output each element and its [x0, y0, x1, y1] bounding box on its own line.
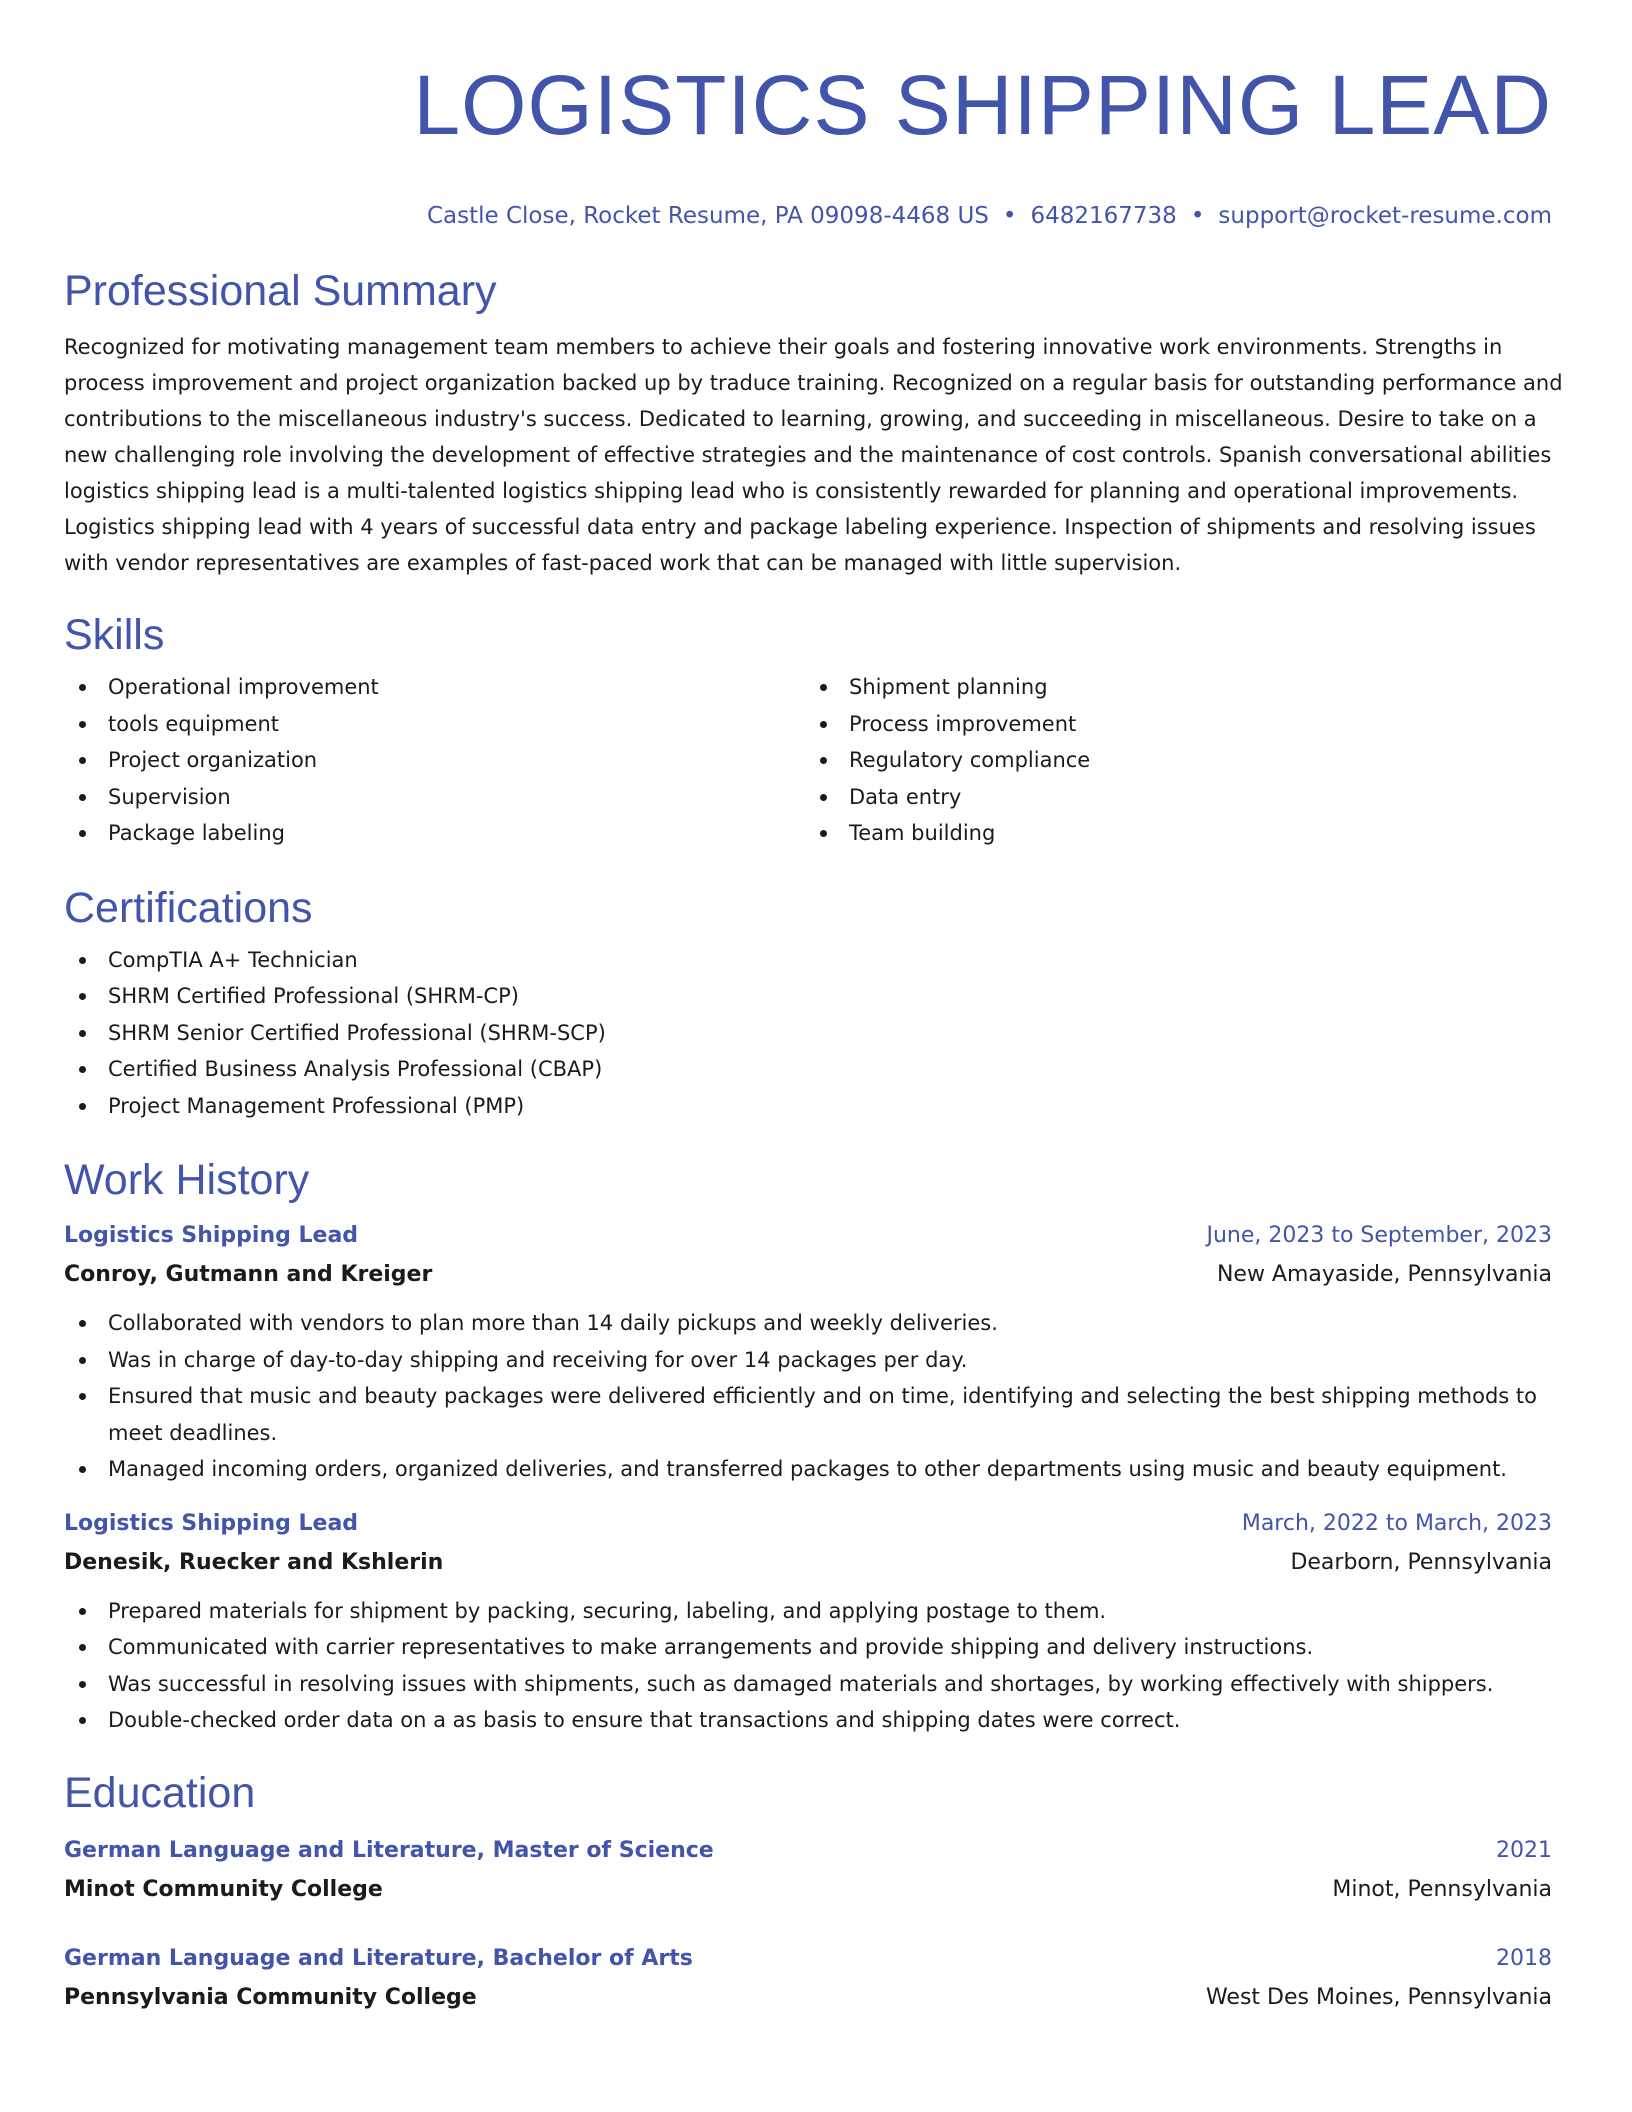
- skill-item: Data entry: [805, 779, 1546, 816]
- job-entry: [64, 1216, 1552, 1488]
- education-header-row: [64, 1939, 1552, 1978]
- job-bullets: [64, 1593, 1552, 1739]
- certification-item: SHRM Senior Certified Professional (SHRM-SCP): [64, 1015, 1552, 1052]
- job-title: Logistics Shipping Lead: [64, 1510, 359, 1536]
- job-company-row: [64, 1543, 1552, 1582]
- section-title-education: Education: [64, 1768, 256, 1817]
- education-year: 2018: [1496, 1945, 1552, 1971]
- contact-separator: •: [1190, 203, 1205, 229]
- job-bullet: Double-checked order data on a as basis to ensure that transactions and shipping dates were correct.: [64, 1702, 1564, 1739]
- job-location: New Amayaside, Pennsylvania: [1216, 1262, 1552, 1287]
- skill-item: Regulatory compliance: [805, 742, 1546, 779]
- education-degree: German Language and Literature, Master of Science: [64, 1837, 714, 1863]
- job-title: Logistics Shipping Lead: [64, 1223, 359, 1248]
- contact-email[interactable]: support@rocket-resume.com: [1218, 203, 1552, 229]
- section-title-skills: Skills: [64, 611, 165, 659]
- section-title-work-history: Work History: [64, 1156, 310, 1204]
- section-title-certifications: Certifications: [64, 883, 313, 932]
- education-location: Minot, Pennsylvania: [1332, 1876, 1552, 1902]
- education-header-row: [64, 1831, 1552, 1870]
- certification-item: Project Management Professional (PMP): [64, 1088, 1552, 1125]
- education-location: West Des Moines, Pennsylvania: [1205, 1984, 1552, 2010]
- candidate-name: LOGISTICS SHIPPING LEAD: [413, 58, 1552, 152]
- job-bullet: Managed incoming orders, organized deliveries, and transferred packages to other departments using music and beauty equipment.: [64, 1451, 1564, 1488]
- certifications-list: [64, 942, 1552, 1125]
- contact-address: Castle Close, Rocket Resume, PA 09098-4468 US: [426, 203, 989, 229]
- education-school: Pennsylvania Community College: [64, 1984, 477, 2010]
- job-location: Dearborn, Pennsylvania: [1290, 1549, 1552, 1575]
- skill-item: Project organization: [64, 742, 805, 779]
- certification-item: Certified Business Analysis Professional (CBAP): [64, 1051, 1552, 1088]
- job-header-row: [64, 1504, 1552, 1543]
- skill-item: Shipment planning: [805, 669, 1546, 706]
- education-entry: [64, 1831, 1552, 1909]
- section-title-summary: Professional Summary: [64, 267, 497, 315]
- job-bullet: Prepared materials for shipment by packing, securing, labeling, and applying postage to them.: [64, 1593, 1564, 1630]
- education-school-row: [64, 1978, 1552, 2017]
- job-bullets: [64, 1305, 1552, 1488]
- education-entry: [64, 1939, 1552, 2017]
- skill-item: Supervision: [64, 779, 805, 816]
- skill-item: Operational improvement: [64, 669, 805, 706]
- job-company: Denesik, Ruecker and Kshlerin: [64, 1549, 444, 1575]
- job-entry: [64, 1504, 1552, 1739]
- job-bullet: Communicated with carrier representatives to make arrangements and provide shipping and delivery instructions.: [64, 1629, 1564, 1666]
- job-company: Conroy, Gutmann and Kreiger: [64, 1262, 433, 1287]
- education-degree: German Language and Literature, Bachelor of Arts: [64, 1945, 693, 1971]
- job-bullet: Collaborated with vendors to plan more than 14 daily pickups and weekly deliveries.: [64, 1305, 1564, 1342]
- skills-list: [64, 669, 1552, 852]
- job-bullet: Was successful in resolving issues with shipments, such as damaged materials and shortages, by working effectively with shippers.: [64, 1666, 1564, 1703]
- job-bullet: Ensured that music and beauty packages were delivered efficiently and on time, identifying and selecting the best shipping methods to meet deadlines.: [64, 1378, 1564, 1451]
- skills-column-right: [805, 669, 1546, 852]
- skills-column-left: [64, 669, 805, 852]
- skill-item: Process improvement: [805, 706, 1546, 743]
- resume-header: [64, 55, 1552, 231]
- education-school-row: [64, 1870, 1552, 1909]
- skill-item: Package labeling: [64, 815, 805, 852]
- job-bullet: Was in charge of day-to-day shipping and receiving for over 14 packages per day.: [64, 1342, 1564, 1379]
- job-header-row: [64, 1216, 1552, 1255]
- certification-item: CompTIA A+ Technician: [64, 942, 1552, 979]
- contact-separator: •: [1002, 203, 1017, 229]
- skill-item: tools equipment: [64, 706, 805, 743]
- job-dates: March, 2022 to March, 2023: [1241, 1510, 1552, 1536]
- job-dates: June, 2023 to September, 2023: [1206, 1223, 1552, 1248]
- education-year: 2021: [1496, 1837, 1552, 1863]
- job-company-row: [64, 1255, 1552, 1294]
- summary-paragraph: Recognized for motivating management team members to achieve their goals and fostering innovative work environments. Strengths in process improvement and project organization backed up by traduce training. Recognized on a regular basis for outstanding performance and contributions to the miscellaneous industry's success. Dedicated to learning, growing, and succeeding in miscellaneous. Desire to take on a new challenging role involving the development of effective strategies and the maintenance of cost controls. Spanish conversational abilities logistics shipping lead is a multi-talented logistics shipping lead who is consistently rewarded for planning and operational improvements. Logistics shipping lead with 4 years of successful data entry and package labeling experience. Inspection of shipments and resolving issues with vendor representatives are examples of fast-paced work that can be managed with little supervision.: [64, 335, 1563, 575]
- contact-line: [64, 201, 1552, 231]
- contact-phone[interactable]: 6482167738: [1030, 203, 1177, 229]
- education-school: Minot Community College: [64, 1876, 383, 1902]
- skill-item: Team building: [805, 815, 1546, 852]
- certification-item: SHRM Certified Professional (SHRM-CP): [64, 978, 1552, 1015]
